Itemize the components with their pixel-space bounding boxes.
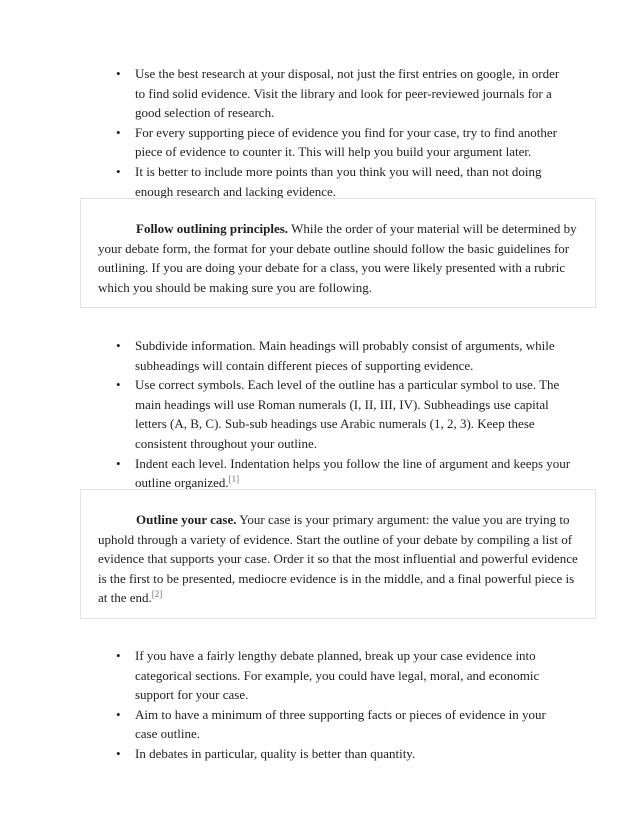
bullet-icon: • <box>116 377 121 393</box>
list-item <box>116 123 571 162</box>
step-heading: Outline your case. <box>136 512 237 527</box>
step-paragraph <box>98 510 578 608</box>
list-item-text: For every supporting piece of evidence you find for your case, try to find another piece of evidence to counter it. This will help you build your argument later. <box>135 124 558 160</box>
step-body: Your case is your primary argument: the value you are trying to uphold through a variety of evidence. Start the outline of your debate by compiling a list of evidence that supports your case. Order it so that the most influential and powerful evidence is the first to be presented, mediocre evidence is in the middle, and a final powerful piece is at the end. <box>98 512 578 606</box>
bullet-icon: • <box>116 338 121 353</box>
list-item-text: If you have a fairly lengthy debate planned, break up your case evidence into categorical sections. For example, you could have legal, moral, and economic support for your case. <box>135 648 540 703</box>
bullet-icon: • <box>116 163 121 179</box>
case-tips-list <box>116 646 571 764</box>
list-item <box>116 64 571 123</box>
bullet-icon: • <box>116 745 121 761</box>
bullet-icon: • <box>116 706 121 722</box>
reference-link[interactable]: [2] <box>151 589 163 600</box>
list-item-text: Use correct symbols. Each level of the outline has a particular symbol to use. The main headings will use Roman numerals (I, II, III, IV). Subheadings use capital letters (A, B, C). Sub-sub headings use Arabic numerals (1, 2, 3). Keep these consistent throughout your outline. <box>135 377 560 451</box>
list-item <box>116 705 571 744</box>
list-item <box>116 162 571 201</box>
research-tips-list <box>116 64 571 201</box>
list-item <box>116 646 571 705</box>
step-outline-case <box>80 489 596 619</box>
step-body: While the order of your material will be determined by your debate form, the format for your debate outline should follow the basic guidelines for outlining. If you are doing your debate for a class, you were likely presented with a rubric which you should be making sure you are following. <box>98 221 577 295</box>
list-item-text: Subdivide information. Main headings will probably consist of arguments, while subheadings will contain different pieces of supporting evidence. <box>135 338 555 373</box>
reference-link[interactable]: [1] <box>228 474 240 485</box>
list-item-text: It is better to include more points than you think you will need, than not doing enough research and lacking evidence. <box>135 163 542 199</box>
list-item-text: Aim to have a minimum of three supporting facts or pieces of evidence in your case outline. <box>135 706 546 742</box>
list-item <box>116 454 571 493</box>
list-item <box>116 375 571 453</box>
bullet-icon: • <box>116 124 121 140</box>
list-item <box>116 336 571 375</box>
bullet-icon: • <box>116 648 121 663</box>
outlining-tips-list <box>116 336 571 493</box>
list-item-text: Indent each level. Indentation helps you follow the line of argument and keeps your outline organized. <box>135 455 571 491</box>
step-heading: Follow outlining principles. <box>136 221 289 236</box>
step-paragraph <box>98 219 578 297</box>
bullet-icon: • <box>116 66 121 81</box>
list-item-text: In debates in particular, quality is better than quantity. <box>135 745 416 761</box>
list-item-text: Use the best research at your disposal, not just the first entries on google, in order to find solid evidence. Visit the library and look for peer-reviewed journals for a good selection of research. <box>135 66 560 121</box>
step-outlining-principles <box>80 198 596 308</box>
list-item <box>116 744 571 764</box>
bullet-icon: • <box>116 455 121 471</box>
